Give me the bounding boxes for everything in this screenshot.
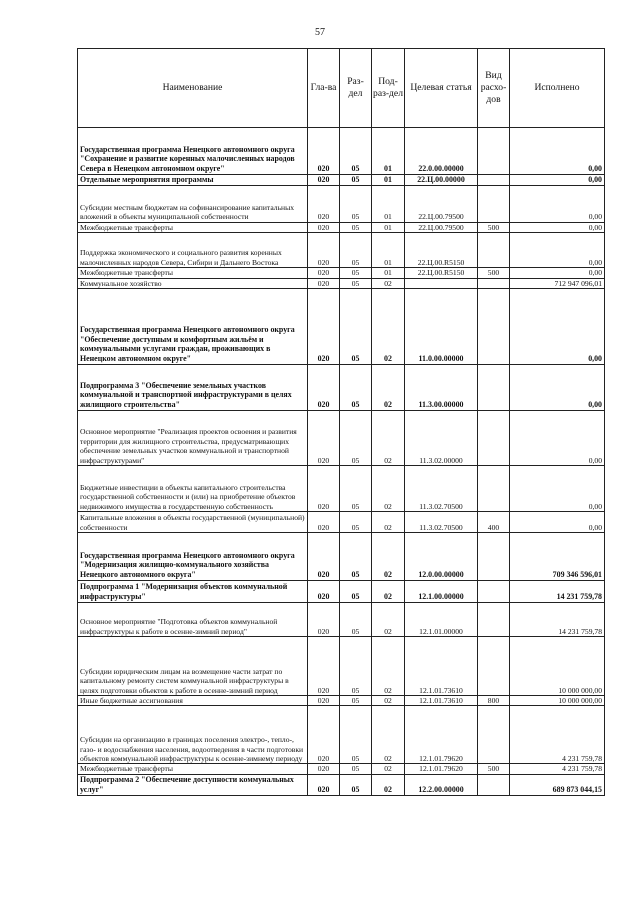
row-subsection: 02 <box>372 365 405 411</box>
row-target: 22.Ц.00.R5150 <box>405 268 478 278</box>
row-name: Субсидии на организацию в границах поселения электро-, тепло-, газо- и водоснабжения населения, водоотведения в части подготовки объектов коммунальной инфраструктуры к осенне-зимнему периоду <box>78 706 308 764</box>
row-chapter: 020 <box>308 603 340 637</box>
row-executed: 0,00 <box>510 411 605 466</box>
row-subsection: 02 <box>372 764 405 774</box>
row-subsection: 01 <box>372 185 405 222</box>
row-target: 12.0.00.00000 <box>405 533 478 581</box>
row-name: Иные бюджетные ассигнования <box>78 696 308 706</box>
row-target: 22.Ц.00.79500 <box>405 222 478 232</box>
row-subsection: 02 <box>372 637 405 696</box>
header-subsection: Под-раз-дел <box>372 49 405 128</box>
row-section: 05 <box>340 128 372 175</box>
row-executed: 0,00 <box>510 268 605 278</box>
row-target: 11.3.02.70500 <box>405 466 478 512</box>
row-exp-type: 800 <box>478 696 510 706</box>
row-subsection: 02 <box>372 533 405 581</box>
table-row <box>78 774 605 795</box>
row-chapter: 020 <box>308 637 340 696</box>
row-chapter: 020 <box>308 185 340 222</box>
row-subsection: 02 <box>372 696 405 706</box>
header-chapter: Гла-ва <box>308 49 340 128</box>
row-section: 05 <box>340 411 372 466</box>
row-name: Капитальные вложения в объекты государственной (муниципальной) собственности <box>78 512 308 533</box>
table-row <box>78 175 605 186</box>
row-executed: 4 231 759,78 <box>510 764 605 774</box>
header-target: Целевая статья <box>405 49 478 128</box>
row-chapter: 020 <box>308 581 340 603</box>
row-exp-type <box>478 706 510 764</box>
row-executed: 0,00 <box>510 365 605 411</box>
row-subsection: 02 <box>372 603 405 637</box>
row-executed: 0,00 <box>510 175 605 186</box>
row-name: Субсидии юридическим лицам на возмещение части затрат по капитальному ремонту систем коммунальной инфраструктуры в целях подготовки объектов к работе в осенне-зимний период <box>78 637 308 696</box>
row-name: Субсидии местным бюджетам на софинансирование капитальных вложений в объекты муниципальной собственности <box>78 185 308 222</box>
row-name: Основное мероприятие "Реализация проектов освоения и развития территории для жилищного строительства, предусматривающих обеспечение земельных участков коммунальной и транспортной инфраструктурами" <box>78 411 308 466</box>
row-section: 05 <box>340 581 372 603</box>
row-subsection: 02 <box>372 289 405 365</box>
row-section: 05 <box>340 696 372 706</box>
row-chapter: 020 <box>308 466 340 512</box>
row-executed: 712 947 096,01 <box>510 278 605 288</box>
budget-table <box>77 48 605 796</box>
row-target: 11.0.00.00000 <box>405 289 478 365</box>
row-executed: 0,00 <box>510 233 605 268</box>
table-row <box>78 466 605 512</box>
row-exp-type <box>478 175 510 186</box>
header-exp-type: Вид расхо-дов <box>478 49 510 128</box>
row-target: 12.2.00.00000 <box>405 774 478 795</box>
table-row <box>78 696 605 706</box>
row-exp-type: 400 <box>478 512 510 533</box>
row-target: 11.3.02.70500 <box>405 512 478 533</box>
row-executed: 0,00 <box>510 512 605 533</box>
row-section: 05 <box>340 365 372 411</box>
row-name: Поддержка экономического и социального развития коренных малочисленных народов Севера, Сибири и Дальнего Востока <box>78 233 308 268</box>
row-section: 05 <box>340 637 372 696</box>
row-target: 12.1.00.00000 <box>405 581 478 603</box>
row-subsection: 02 <box>372 774 405 795</box>
row-exp-type <box>478 128 510 175</box>
row-subsection: 01 <box>372 233 405 268</box>
row-chapter: 020 <box>308 222 340 232</box>
row-target: 11.3.02.00000 <box>405 411 478 466</box>
row-executed: 689 873 044,15 <box>510 774 605 795</box>
header-name: Наименование <box>78 49 308 128</box>
row-chapter: 020 <box>308 268 340 278</box>
row-exp-type: 500 <box>478 764 510 774</box>
row-exp-type <box>478 365 510 411</box>
row-exp-type: 500 <box>478 222 510 232</box>
row-name: Бюджетные инвестиции в объекты капитального строительства государственной собственности и (или) на приобретение объектов недвижимого имущества в государственную собственность <box>78 466 308 512</box>
row-executed: 14 231 759,78 <box>510 581 605 603</box>
row-section: 05 <box>340 268 372 278</box>
row-name: Государственная программа Ненецкого автономного округа "Модернизация жилищно-коммунального хозяйства Ненецкого автономного округа" <box>78 533 308 581</box>
row-executed: 0,00 <box>510 466 605 512</box>
row-chapter: 020 <box>308 774 340 795</box>
table-row <box>78 581 605 603</box>
row-section: 05 <box>340 774 372 795</box>
row-target <box>405 278 478 288</box>
row-executed: 10 000 000,00 <box>510 696 605 706</box>
row-name: Государственная программа Ненецкого автономного округа "Сохранение и развитие коренных малочисленных народов Севера в Ненецком автономном округе" <box>78 128 308 175</box>
header-executed: Исполнено <box>510 49 605 128</box>
row-section: 05 <box>340 706 372 764</box>
row-name: Государственная программа Ненецкого автономного округа "Обеспечение доступным и комфортным жильём и коммунальными услугами граждан, проживающих в Ненецком автономном округе" <box>78 289 308 365</box>
row-target: 22.Ц.00.R5150 <box>405 233 478 268</box>
row-subsection: 02 <box>372 278 405 288</box>
row-executed: 4 231 759,78 <box>510 706 605 764</box>
row-chapter: 020 <box>308 278 340 288</box>
row-executed: 0,00 <box>510 289 605 365</box>
table-row <box>78 268 605 278</box>
table-row <box>78 706 605 764</box>
row-target: 22.Ц.00.79500 <box>405 185 478 222</box>
row-exp-type <box>478 603 510 637</box>
table-row <box>78 365 605 411</box>
row-target: 11.3.00.00000 <box>405 365 478 411</box>
row-subsection: 01 <box>372 268 405 278</box>
row-exp-type <box>478 185 510 222</box>
row-exp-type <box>478 466 510 512</box>
table-row <box>78 637 605 696</box>
row-chapter: 020 <box>308 696 340 706</box>
row-subsection: 02 <box>372 581 405 603</box>
row-section: 05 <box>340 466 372 512</box>
table-row <box>78 512 605 533</box>
row-exp-type <box>478 289 510 365</box>
row-name: Коммунальное хозяйство <box>78 278 308 288</box>
row-executed: 0,00 <box>510 185 605 222</box>
table-row <box>78 128 605 175</box>
row-target: 22.Ц.00.00000 <box>405 175 478 186</box>
row-exp-type <box>478 533 510 581</box>
row-target: 12.1.01.00000 <box>405 603 478 637</box>
row-target: 12.1.01.79620 <box>405 764 478 774</box>
row-chapter: 020 <box>308 365 340 411</box>
row-subsection: 02 <box>372 512 405 533</box>
row-target: 12.1.01.79620 <box>405 706 478 764</box>
table-row <box>78 185 605 222</box>
row-executed: 14 231 759,78 <box>510 603 605 637</box>
row-name: Подпрограмма 1 "Модернизация объектов коммунальной инфраструктуры" <box>78 581 308 603</box>
table-row <box>78 278 605 288</box>
row-exp-type: 500 <box>478 268 510 278</box>
row-executed: 0,00 <box>510 222 605 232</box>
row-section: 05 <box>340 603 372 637</box>
table-row <box>78 603 605 637</box>
row-chapter: 020 <box>308 512 340 533</box>
row-chapter: 020 <box>308 764 340 774</box>
row-chapter: 020 <box>308 128 340 175</box>
row-subsection: 01 <box>372 222 405 232</box>
row-exp-type <box>478 581 510 603</box>
row-subsection: 01 <box>372 175 405 186</box>
row-name: Основное мероприятие "Подготовка объектов коммунальной инфраструктуры к работе в осенне-зимний период" <box>78 603 308 637</box>
row-target: 12.1.01.73610 <box>405 637 478 696</box>
row-name: Межбюджетные трансферты <box>78 268 308 278</box>
row-name: Отдельные мероприятия программы <box>78 175 308 186</box>
row-exp-type <box>478 233 510 268</box>
row-name: Подпрограмма 3 "Обеспечение земельных участков коммунальной и транспортной инфраструктурами в целях жилищного строительства" <box>78 365 308 411</box>
row-target: 22.0.00.00000 <box>405 128 478 175</box>
row-section: 05 <box>340 222 372 232</box>
row-section: 05 <box>340 278 372 288</box>
row-name: Межбюджетные трансферты <box>78 222 308 232</box>
row-section: 05 <box>340 764 372 774</box>
row-chapter: 020 <box>308 411 340 466</box>
page-number: 57 <box>315 27 325 38</box>
row-exp-type <box>478 278 510 288</box>
row-section: 05 <box>340 289 372 365</box>
row-chapter: 020 <box>308 175 340 186</box>
row-executed: 709 346 596,01 <box>510 533 605 581</box>
table-row <box>78 764 605 774</box>
row-subsection: 02 <box>372 466 405 512</box>
row-chapter: 020 <box>308 233 340 268</box>
row-section: 05 <box>340 185 372 222</box>
row-section: 05 <box>340 533 372 581</box>
row-exp-type <box>478 774 510 795</box>
row-exp-type <box>478 411 510 466</box>
row-chapter: 020 <box>308 706 340 764</box>
row-subsection: 02 <box>372 706 405 764</box>
row-target: 12.1.01.73610 <box>405 696 478 706</box>
row-chapter: 020 <box>308 533 340 581</box>
row-name: Межбюджетные трансферты <box>78 764 308 774</box>
row-section: 05 <box>340 175 372 186</box>
table-row <box>78 411 605 466</box>
row-section: 05 <box>340 512 372 533</box>
row-name: Подпрограмма 2 "Обеспечение доступности коммунальных услуг" <box>78 774 308 795</box>
table-row <box>78 289 605 365</box>
row-subsection: 01 <box>372 128 405 175</box>
table-header-row <box>78 49 605 128</box>
row-executed: 10 000 000,00 <box>510 637 605 696</box>
row-executed: 0,00 <box>510 128 605 175</box>
row-exp-type <box>478 637 510 696</box>
header-section: Раз-дел <box>340 49 372 128</box>
table-row <box>78 233 605 268</box>
row-section: 05 <box>340 233 372 268</box>
row-chapter: 020 <box>308 289 340 365</box>
table-row <box>78 222 605 232</box>
row-subsection: 02 <box>372 411 405 466</box>
table-row <box>78 533 605 581</box>
